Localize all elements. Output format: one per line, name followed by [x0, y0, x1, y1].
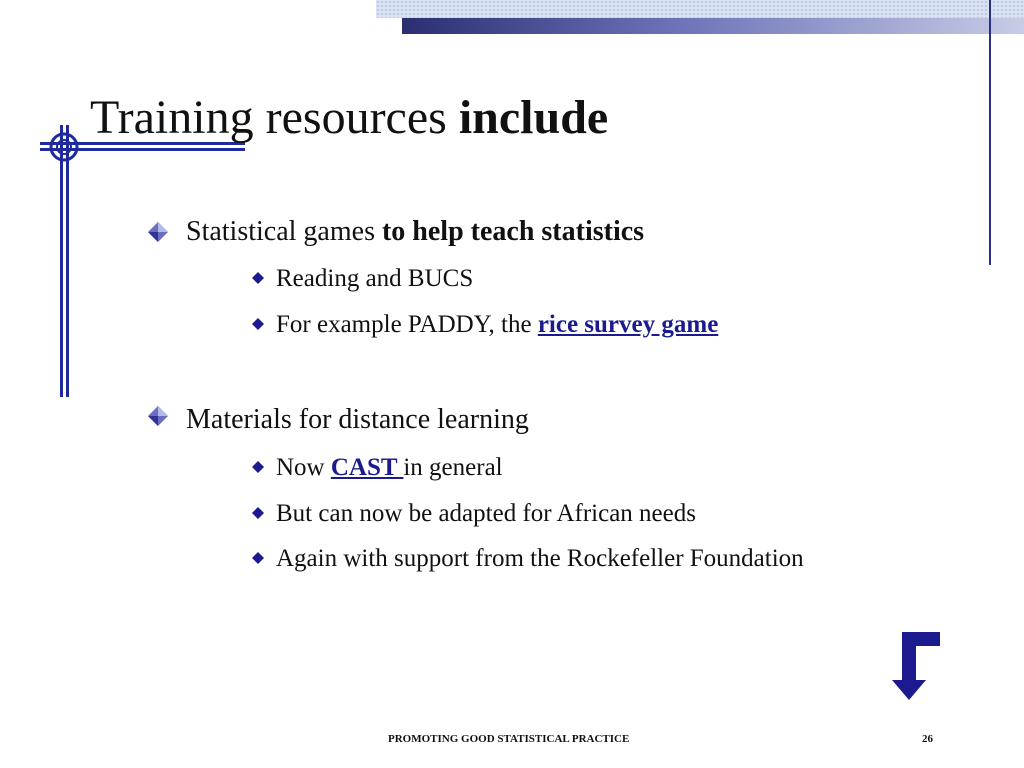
top-gradient-bar	[402, 18, 1024, 34]
page-number: 26	[922, 733, 933, 745]
footer-text: PROMOTING GOOD STATISTICAL PRACTICE	[388, 733, 630, 745]
sub-bullet-cast-after: in general	[403, 454, 503, 481]
rice-survey-game-link[interactable]: rice survey game	[537, 311, 719, 338]
sub-bullet-paddy-text: For example PADDY, the	[276, 311, 538, 338]
slide-title-regular: Training resources	[90, 91, 459, 144]
diamond-bullet-icon	[147, 405, 169, 427]
bullet-statistical-games-bold: to help teach statistics	[381, 216, 645, 247]
bullet-statistical-games-regular: Statistical games	[186, 216, 382, 247]
sub-bullet-cast	[276, 449, 856, 486]
small-diamond-bullet-icon	[252, 552, 264, 564]
top-pattern-band	[376, 0, 1024, 18]
right-vertical-rule	[989, 0, 991, 265]
slide-title-bold: include	[458, 91, 609, 144]
bullet-statistical-games	[186, 215, 644, 249]
sub-bullet-cast-before: Now	[276, 454, 331, 481]
sub-bullet-african-needs: But can now be adapted for African needs	[276, 500, 696, 527]
sub-bullet-reading-bucs: Reading and BUCS	[276, 265, 474, 292]
diamond-bullet-icon	[147, 221, 169, 243]
slide-title	[90, 86, 608, 150]
corner-ornament-icon	[40, 125, 250, 400]
sub-bullet-rockefeller: Again with support from the Rockefeller Foundation	[276, 545, 804, 572]
sub-bullet-paddy	[276, 306, 856, 343]
small-diamond-bullet-icon	[252, 318, 264, 330]
cast-link[interactable]: CAST	[330, 454, 404, 481]
small-diamond-bullet-icon	[252, 272, 264, 284]
return-arrow-icon[interactable]	[890, 630, 942, 702]
bullet-distance-learning: Materials for distance learning	[186, 404, 529, 435]
small-diamond-bullet-icon	[252, 461, 264, 473]
small-diamond-bullet-icon	[252, 507, 264, 519]
